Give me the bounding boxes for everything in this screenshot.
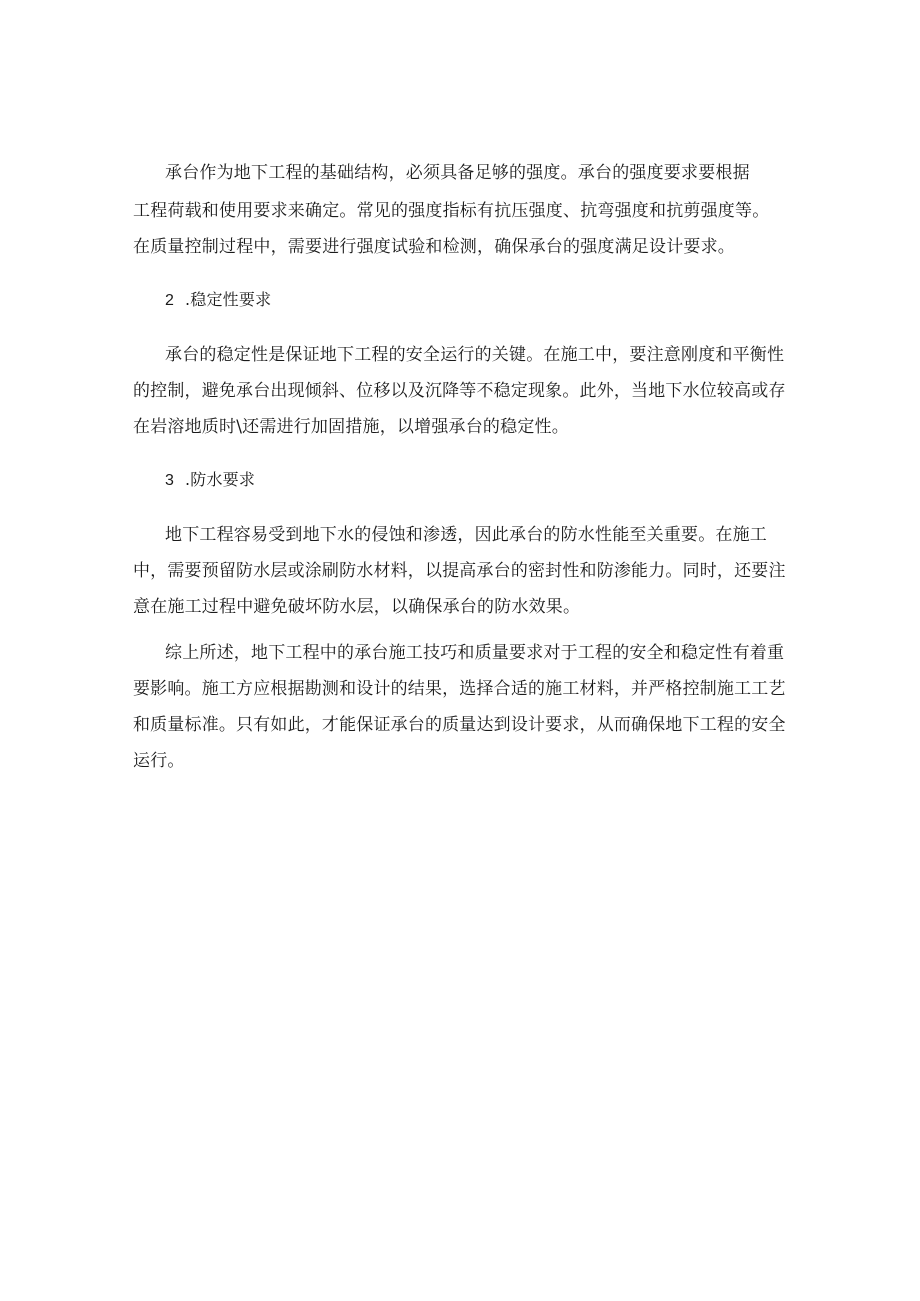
paragraph-line: 在岩溶地质时\还需进行加固措施，以增强承台的稳定性。 (133, 417, 569, 437)
section-number: 3 (165, 472, 174, 489)
paragraph-line: 和质量标准。只有如此，才能保证承台的质量达到设计要求，从而确保地下工程的安全 (133, 715, 786, 735)
paragraph-line: 运行。 (133, 751, 185, 771)
paragraph-line: 要影响。施工方应根据勘测和设计的结果，选择合适的施工材料，并严格控制施工工艺 (133, 679, 786, 699)
section-number: 2 (165, 292, 174, 309)
paragraph-line: 工程荷载和使用要求来确定。常见的强度指标有抗压强度、抗弯强度和抗剪强度等。 (133, 201, 770, 221)
section-title: .稳定性要求 (185, 290, 272, 309)
paragraph-line: 综上所述，地下工程中的承台施工技巧和质量要求对于工程的安全和稳定性有着重 (165, 643, 785, 663)
paragraph-line: 的控制，避免承台出现倾斜、位移以及沉降等不稳定现象。此外，当地下水位较高或存 (133, 381, 786, 401)
paragraph-line: 中，需要预留防水层或涂刷防水材料，以提高承台的密封性和防渗能力。同时，还要注 (133, 561, 786, 581)
section-heading-waterproof (165, 469, 255, 492)
paragraph-line: 承台的稳定性是保证地下工程的安全运行的关键。在施工中，要注意刚度和平衡性 (165, 345, 785, 365)
paragraph-line: 意在施工过程中避免破坏防水层，以确保承台的防水效果。 (133, 597, 581, 617)
paragraph-line: 承台作为地下工程的基础结构，必须具备足够的强度。承台的强度要求要根据 (165, 163, 750, 183)
section-title: .防水要求 (185, 470, 256, 489)
paragraph-line: 在质量控制过程中，需要进行强度试验和检测，确保承台的强度满足设计要求。 (133, 237, 735, 257)
paragraph-line: 地下工程容易受到地下水的侵蚀和渗透，因此承台的防水性能至关重要。在施工 (165, 525, 767, 545)
section-heading-stability (165, 289, 271, 312)
